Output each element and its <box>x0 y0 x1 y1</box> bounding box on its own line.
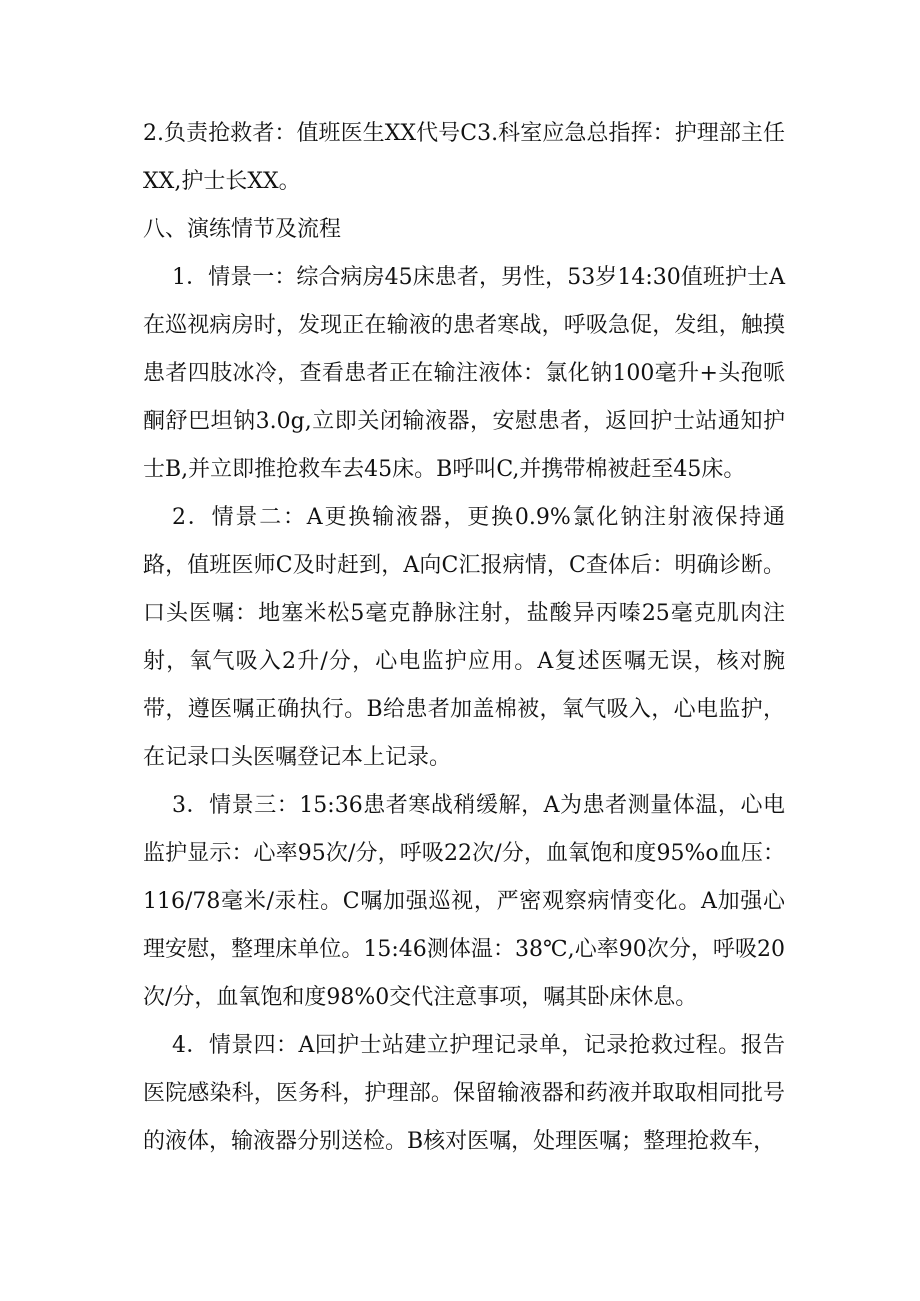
section-heading-drill-process: 八、演练情节及流程 <box>143 217 342 242</box>
paragraph-rescue-roles: 2.负责抢救者：值班医生XX代号C3.科室应急总指挥：护理部主任XX,护士长XX。 <box>143 121 785 194</box>
paragraph-scenario-2: 2．情景二：A更换输液器，更换0.9%氯化钠注射液保持通路，值班医师C及时赶到，A向C汇报病情，C查体后：明确诊断。口头医嘱：地塞米松5毫克静脉注射，盐酸异丙嗪25毫克肌肉注射，氧气吸入2升/分，心电监护应用。A复述医嘱无误，核对腕带，遵医嘱正确执行。B给患者加盖棉被，氧气吸入，心电监护，在记录口头医嘱登记本上记录。 <box>143 505 785 770</box>
paragraph-scenario-1: 1．情景一：综合病房45床患者，男性，53岁14:30值班护士A在巡视病房时，发现正在输液的患者寒战，呼吸急促，发组，触摸患者四肢冰冷，查看患者正在输注液体：氯化钠100毫升+头孢哌酮舒巴坦钠3.0g,立即关闭输液器，安慰患者，返回护士站通知护士B,并立即推抢救车去45床。B呼叫C,并携带棉被赶至45床。 <box>143 265 785 482</box>
paragraph-scenario-4: 4．情景四：A回护士站建立护理记录单，记录抢救过程。报告医院感染科，医务科，护理部。保留输液器和药液并取取相同批号的液体，输液器分别送检。B核对医嘱，处理医嘱；整理抢救车， <box>143 1033 785 1154</box>
paragraph-scenario-3: 3．情景三：15:36患者寒战稍缓解，A为患者测量体温，心电监护显示：心率95次/分，呼吸22次/分，血氧饱和度95%o血压：116/78毫米/汞柱。C嘱加强巡视，严密观察病情变化。A加强心理安慰，整理床单位。15:46测体温：38℃,心率90次分，呼吸20次/分，血氧饱和度98%0交代注意事项，嘱其卧床休息。 <box>143 793 785 1010</box>
